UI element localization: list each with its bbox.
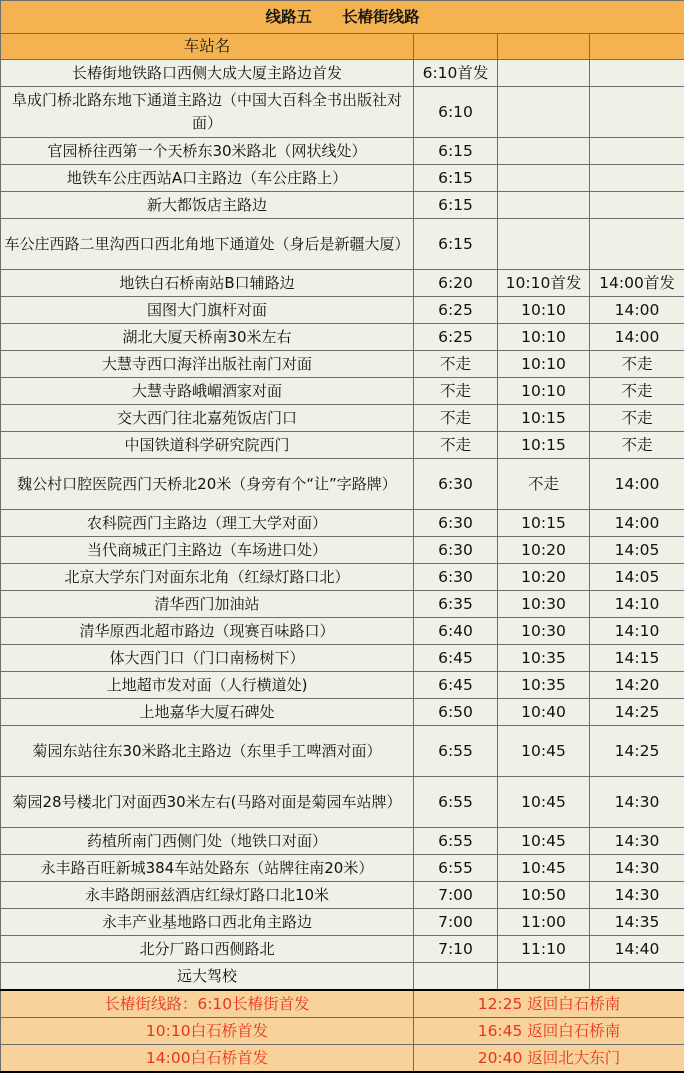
table-row	[1, 777, 684, 828]
time-cell-3: 不走	[590, 405, 684, 432]
table-row	[1, 591, 684, 618]
time-cell-3: 14:00首发	[590, 270, 684, 297]
time-cell-2: 10:10	[498, 351, 590, 378]
station-name-cell: 官园桥往西第一个天桥东30米路北（网状线处）	[1, 138, 414, 165]
time-cell-2	[498, 138, 590, 165]
time-cell-3: 不走	[590, 432, 684, 459]
time-cell-3: 不走	[590, 378, 684, 405]
time-cell-2: 10:15	[498, 405, 590, 432]
summary-return: 12:25 返回白石桥南	[414, 990, 684, 1018]
station-name-cell: 农科院西门主路边（理工大学对面）	[1, 510, 414, 537]
time-cell-3: 14:00	[590, 297, 684, 324]
table-row	[1, 672, 684, 699]
time-cell-1: 6:55	[414, 726, 498, 777]
table-row	[1, 432, 684, 459]
time-cell-3: 14:30	[590, 882, 684, 909]
time-cell-2: 10:30	[498, 591, 590, 618]
station-name-cell: 地铁白石桥南站B口辅路边	[1, 270, 414, 297]
time-cell-2: 10:50	[498, 882, 590, 909]
time-cell-2: 10:20	[498, 564, 590, 591]
time-cell-3: 14:10	[590, 591, 684, 618]
station-name-cell: 永丰产业基地路口西北角主路边	[1, 909, 414, 936]
time-cell-3: 14:00	[590, 510, 684, 537]
table-row	[1, 618, 684, 645]
table-row	[1, 270, 684, 297]
route-number: 线路五	[265, 7, 313, 26]
time-cell-2	[498, 87, 590, 138]
table-row	[1, 87, 684, 138]
time-cell-2: 10:30	[498, 618, 590, 645]
time-cell-3: 14:20	[590, 672, 684, 699]
station-name-cell: 药植所南门西侧门处（地铁口对面）	[1, 828, 414, 855]
summary-departure: 长椿街线路：6:10长椿街首发	[1, 990, 414, 1018]
time-cell-1: 6:15	[414, 219, 498, 270]
time-cell-2: 10:10	[498, 378, 590, 405]
time-cell-2: 11:00	[498, 909, 590, 936]
time-cell-2: 不走	[498, 459, 590, 510]
time-cell-1: 6:45	[414, 645, 498, 672]
table-row	[1, 564, 684, 591]
table-row	[1, 726, 684, 777]
time-cell-2: 10:35	[498, 672, 590, 699]
time-cell-3: 14:10	[590, 618, 684, 645]
time-cell-1: 6:55	[414, 855, 498, 882]
time-cell-1: 6:30	[414, 564, 498, 591]
time-cell-1: 6:15	[414, 192, 498, 219]
table-row	[1, 855, 684, 882]
time-cell-3: 14:25	[590, 726, 684, 777]
time-cell-3: 不走	[590, 351, 684, 378]
station-name-cell: 北京大学东门对面东北角（红绿灯路口北）	[1, 564, 414, 591]
table-row	[1, 699, 684, 726]
summary-row	[1, 1018, 684, 1045]
table-row	[1, 909, 684, 936]
time-cell-3	[590, 60, 684, 87]
time-cell-1: 6:10	[414, 87, 498, 138]
time-cell-3: 14:25	[590, 699, 684, 726]
time-cell-2	[498, 219, 590, 270]
header-row	[1, 34, 684, 60]
time-cell-1: 7:00	[414, 909, 498, 936]
time-cell-2: 10:10首发	[498, 270, 590, 297]
time-cell-1: 6:10首发	[414, 60, 498, 87]
time-cell-3: 14:05	[590, 537, 684, 564]
table-row	[1, 297, 684, 324]
time-cell-3	[590, 165, 684, 192]
table-row	[1, 192, 684, 219]
station-name-cell: 湖北大厦天桥南30米左右	[1, 324, 414, 351]
time-cell-2: 10:45	[498, 777, 590, 828]
time-cell-2: 10:20	[498, 537, 590, 564]
route-title	[1, 1, 684, 34]
time-cell-1: 不走	[414, 351, 498, 378]
time-cell-2: 10:45	[498, 726, 590, 777]
summary-departure: 14:00白石桥首发	[1, 1045, 414, 1073]
time-cell-2	[498, 60, 590, 87]
table-row	[1, 324, 684, 351]
station-name-cell: 清华西门加油站	[1, 591, 414, 618]
station-name-cell: 大慧寺西口海洋出版社南门对面	[1, 351, 414, 378]
station-name-cell: 菊园28号楼北门对面西30米左右(马路对面是菊园车站牌）	[1, 777, 414, 828]
station-name-cell: 远大驾校	[1, 963, 414, 991]
time-cell-3: 14:05	[590, 564, 684, 591]
table-row	[1, 459, 684, 510]
time-cell-1: 6:15	[414, 165, 498, 192]
table-row	[1, 510, 684, 537]
time-cell-2: 10:10	[498, 324, 590, 351]
table-row	[1, 405, 684, 432]
time-cell-1: 6:20	[414, 270, 498, 297]
time-cell-3: 14:30	[590, 855, 684, 882]
time-cell-1: 7:00	[414, 882, 498, 909]
station-name-cell: 地铁车公庄西站A口主路边（车公庄路上）	[1, 165, 414, 192]
time-cell-2: 10:35	[498, 645, 590, 672]
station-name-cell: 菊园东站往东30米路北主路边（东里手工啤酒对面）	[1, 726, 414, 777]
time-cell-1: 6:55	[414, 828, 498, 855]
station-name-cell: 永丰路百旺新城384车站处路东（站牌往南20米）	[1, 855, 414, 882]
time-cell-3: 14:40	[590, 936, 684, 963]
time-cell-2: 11:10	[498, 936, 590, 963]
station-name-cell: 阜成门桥北路东地下通道主路边（中国大百科全书出版社对面）	[1, 87, 414, 138]
table-row	[1, 165, 684, 192]
time-cell-3	[590, 963, 684, 991]
time-cell-3: 14:30	[590, 828, 684, 855]
station-header: 车站名	[1, 34, 414, 60]
time-cell-1: 6:45	[414, 672, 498, 699]
time-cell-2: 10:45	[498, 828, 590, 855]
time-cell-1: 6:15	[414, 138, 498, 165]
time-cell-3: 14:15	[590, 645, 684, 672]
time-cell-2	[498, 165, 590, 192]
time-cell-2: 10:45	[498, 855, 590, 882]
table-row	[1, 882, 684, 909]
station-name-cell: 北分厂路口西侧路北	[1, 936, 414, 963]
route-name: 长椿街线路	[342, 7, 420, 26]
station-name-cell: 上地嘉华大厦石碑处	[1, 699, 414, 726]
time-cell-2	[498, 192, 590, 219]
time-cell-1	[414, 963, 498, 991]
time-cell-1: 6:30	[414, 459, 498, 510]
time-cell-1: 6:35	[414, 591, 498, 618]
time-cell-2: 10:15	[498, 432, 590, 459]
station-name-cell: 大慧寺路峨嵋酒家对面	[1, 378, 414, 405]
time-cell-1: 6:25	[414, 324, 498, 351]
table-row	[1, 60, 684, 87]
table-row	[1, 537, 684, 564]
title-row	[1, 1, 684, 34]
summary-return: 20:40 返回北大东门	[414, 1045, 684, 1073]
station-name-cell: 新大都饭店主路边	[1, 192, 414, 219]
table-row	[1, 645, 684, 672]
table-row	[1, 936, 684, 963]
time-cell-2: 10:10	[498, 297, 590, 324]
station-name-cell: 国图大门旗杆对面	[1, 297, 414, 324]
summary-return: 16:45 返回白石桥南	[414, 1018, 684, 1045]
time-cell-1: 6:25	[414, 297, 498, 324]
station-name-cell: 永丰路朗丽兹酒店红绿灯路口北10米	[1, 882, 414, 909]
time-cell-1: 7:10	[414, 936, 498, 963]
summary-row	[1, 1045, 684, 1073]
station-name-cell: 清华原西北超市路边（现赛百味路口）	[1, 618, 414, 645]
time-cell-1: 不走	[414, 432, 498, 459]
station-name-cell: 中国铁道科学研究院西门	[1, 432, 414, 459]
time-cell-2: 10:40	[498, 699, 590, 726]
time-header-1	[414, 34, 498, 60]
time-cell-2	[498, 963, 590, 991]
table-row	[1, 138, 684, 165]
time-cell-1: 6:30	[414, 537, 498, 564]
time-cell-1: 不走	[414, 378, 498, 405]
table-row	[1, 219, 684, 270]
table-row	[1, 828, 684, 855]
station-name-cell: 交大西门往北嘉苑饭店门口	[1, 405, 414, 432]
summary-departure: 10:10白石桥首发	[1, 1018, 414, 1045]
station-name-cell: 上地超市发对面（人行横道处)	[1, 672, 414, 699]
time-cell-3: 14:35	[590, 909, 684, 936]
time-cell-3	[590, 138, 684, 165]
time-header-2	[498, 34, 590, 60]
time-cell-2: 10:15	[498, 510, 590, 537]
station-name-cell: 当代商城正门主路边（车场进口处）	[1, 537, 414, 564]
time-cell-1: 不走	[414, 405, 498, 432]
summary-row	[1, 990, 684, 1018]
table-row	[1, 963, 684, 991]
time-cell-3	[590, 192, 684, 219]
time-cell-3	[590, 219, 684, 270]
time-cell-1: 6:30	[414, 510, 498, 537]
table-row	[1, 378, 684, 405]
table-row	[1, 351, 684, 378]
time-cell-1: 6:55	[414, 777, 498, 828]
station-name-cell: 魏公村口腔医院西门天桥北20米（身旁有个“让”字路牌）	[1, 459, 414, 510]
time-cell-3	[590, 87, 684, 138]
station-name-cell: 长椿街地铁路口西侧大成大厦主路边首发	[1, 60, 414, 87]
station-name-cell: 车公庄西路二里沟西口西北角地下通道处（身后是新疆大厦）	[1, 219, 414, 270]
station-name-cell: 体大西门口（门口南杨树下）	[1, 645, 414, 672]
time-cell-1: 6:40	[414, 618, 498, 645]
time-cell-3: 14:30	[590, 777, 684, 828]
time-cell-1: 6:50	[414, 699, 498, 726]
schedule-body	[1, 1, 684, 1073]
time-header-3	[590, 34, 684, 60]
time-cell-3: 14:00	[590, 324, 684, 351]
time-cell-3: 14:00	[590, 459, 684, 510]
